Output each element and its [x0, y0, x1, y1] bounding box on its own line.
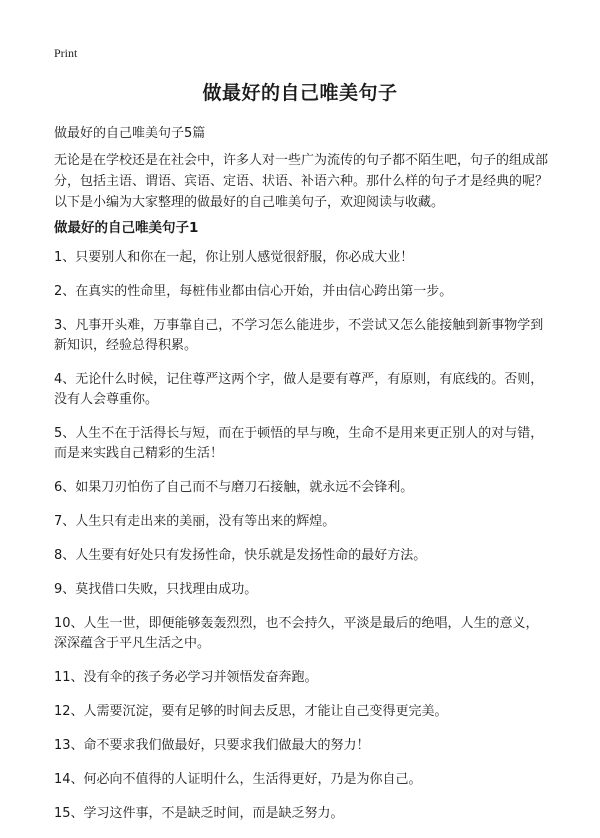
list-item: 15、学习这件事，不是缺乏时间，而是缺乏努力。: [54, 806, 344, 821]
list-item: 5、人生不在于活得长与短，而在于顿悟的早与晚，生命不是用来更正别人的对与错，而是来实践自己精彩的生活！: [54, 426, 544, 461]
section-heading: 做最好的自己唯美句子1: [54, 220, 199, 236]
list-item: 10、人生一世，即便能够轰轰烈烈，也不会持久，平淡是最后的绝唱，人生的意义，深深蕴含于平凡生活之中。: [54, 616, 539, 651]
list-item: 2、在真实的性命里，每桩伟业都由信心开始，并由信心跨出第一步。: [54, 284, 453, 299]
document-title: 做最好的自己唯美句子: [202, 82, 398, 104]
list-item: 7、人生只有走出来的美丽，没有等出来的辉煌。: [54, 514, 336, 529]
list-item: 1、只要别人和你在一起，你让别人感觉很舒服，你必成大业！: [54, 250, 414, 265]
sentence-list: [54, 248, 548, 838]
list-item: 8、人生要有好处只有发扬性命，快乐就是发扬性命的最好方法。: [54, 548, 427, 563]
document-subtitle: 做最好的自己唯美句子5篇: [54, 126, 206, 141]
list-item: 6、如果刀刃怕伤了自己而不与磨刀石接触，就永远不会锋利。: [54, 480, 414, 495]
list-item: 9、莫找借口失败，只找理由成功。: [54, 582, 258, 597]
list-item: 14、何必向不值得的人证明什么，生活得更好，乃是为你自己。: [54, 772, 422, 787]
intro-paragraph: 无论是在学校还是在社会中，许多人对一些广为流传的句子都不陌生吧，句子的组成部分，包括主语、谓语、宾语、定语、状语、补语六种。那什么样的句子才是经典的呢？以下是小编为大家整理的做最好的自己唯美句子，欢迎阅读与收藏。: [54, 153, 549, 210]
list-item: 4、无论什么时候，记住尊严这两个字，做人是要有尊严，有原则，有底线的。否则，没有人会尊重你。: [54, 372, 544, 407]
list-item: 3、凡事开头难，万事靠自己，不学习怎么能进步，不尝试又怎么能接触到新事物学到新知识，经验总得积累。: [54, 318, 544, 353]
list-item: 13、命不要求我们做最好，只要求我们做最大的努力！: [54, 738, 370, 753]
print-link[interactable]: Print: [54, 46, 78, 60]
list-item: 12、人需要沉淀，要有足够的时间去反思，才能让自己变得更完美。: [54, 704, 448, 719]
list-item: 11、没有伞的孩子务必学习并领悟发奋奔跑。: [54, 670, 318, 685]
